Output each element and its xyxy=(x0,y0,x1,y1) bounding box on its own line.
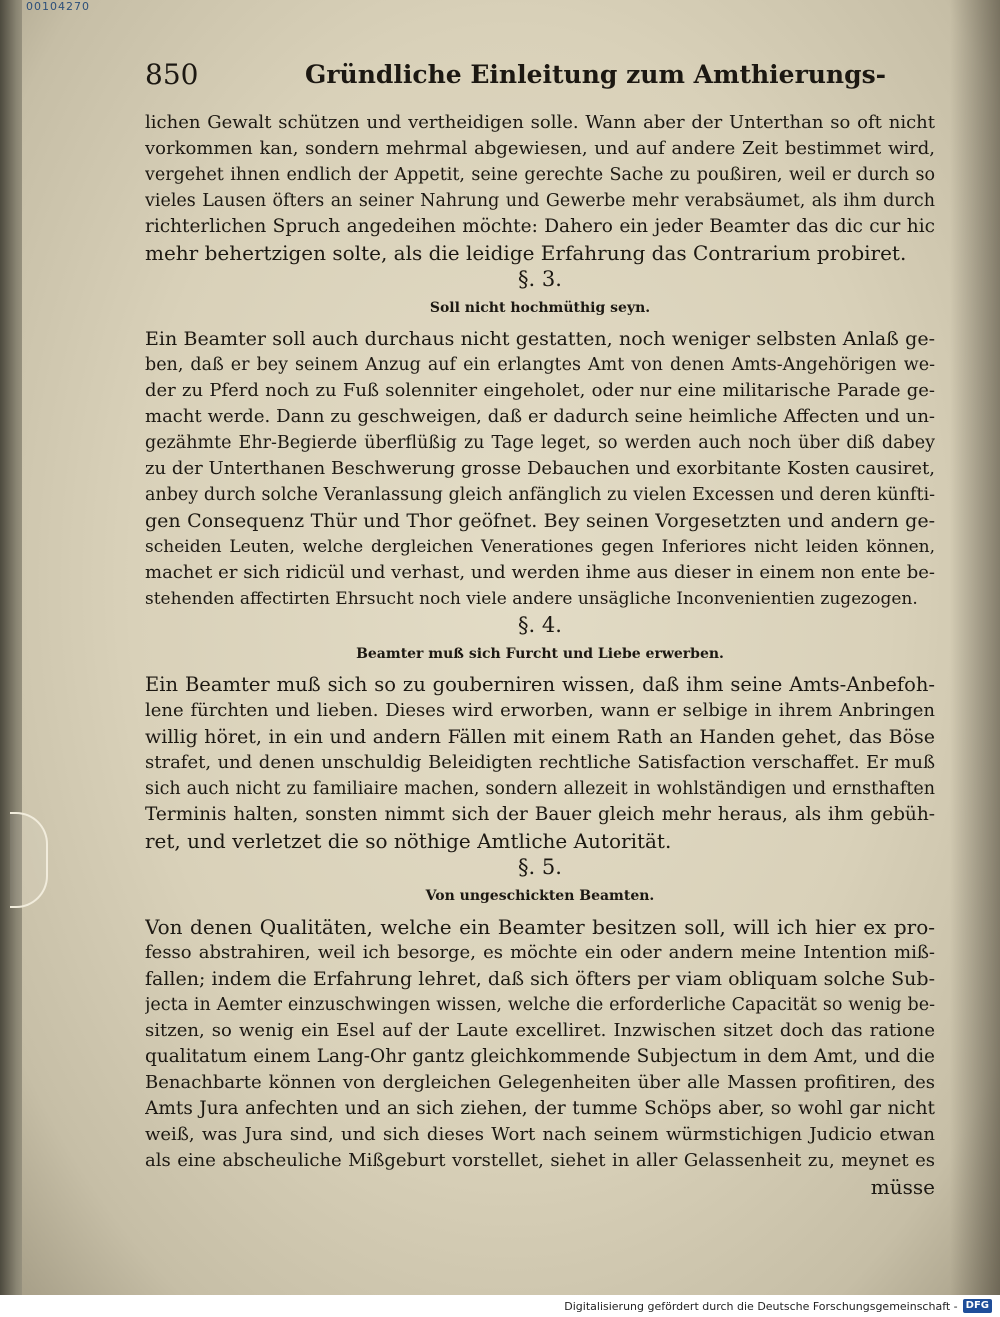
text-line: lichen Gewalt schützen und vertheidigen solle. Wann aber der Unterthan so oft nicht xyxy=(145,112,935,133)
text-line: machet er sich ridicül und verhast, und werden ihme aus dieser in einem non ente be- xyxy=(145,562,935,583)
text-line: als eine abscheuliche Mißgeburt vorstellet, siehet in aller Gelassenheit zu, meynet es xyxy=(145,1150,935,1171)
intro-paragraph xyxy=(145,110,935,266)
text-line: gen Consequenz Thür und Thor geöfnet. Bey seinen Vorgesetzten und andern ge- xyxy=(145,510,935,532)
text-line: jecta in Aemter einzuschwingen wissen, welche die erforderliche Capacität so wenig be- xyxy=(145,995,935,1015)
text-line: stehenden affectirten Ehrsucht noch viele andere unsägliche Inconvenientien zugezogen. xyxy=(145,589,918,609)
text-line: scheiden Leuten, welche dergleichen Venerationes gegen Inferiores nicht leiden können, xyxy=(145,537,935,557)
catchword: müsse xyxy=(870,1175,935,1199)
section-heading: Soll nicht hochmüthig seyn. xyxy=(429,300,651,316)
text-line: Benachbarte können von dergleichen Gelegenheiten über alle Massen profitiren, des xyxy=(145,1072,935,1093)
text-line: anbey durch solche Veranlassung gleich anfänglich zu vielen Excessen und deren künfti- xyxy=(145,485,935,505)
text-line: fesso abstrahiren, weil ich besorge, es möchte ein oder andern meine Intention miß- xyxy=(145,942,935,963)
section-heading: Von ungeschickten Beamten. xyxy=(425,888,655,904)
page-number: 850 xyxy=(145,58,199,91)
text-line: sich auch nicht zu familiaire machen, sondern allezeit in wohlständigen und ernsthaften xyxy=(145,779,935,799)
text-line: fallen; indem die Erfahrung lehret, daß sich öfters per viam obliquam solche Sub- xyxy=(145,968,935,990)
page-gutter-shadow xyxy=(950,0,1000,1295)
running-title: Gründliche Einleitung zum Amthierungs- xyxy=(305,60,887,89)
dfg-logo: DFG xyxy=(963,1299,992,1313)
text-line: vieles Lausen öfters an seiner Nahrung und Gewerbe mehr verabsäumet, als ihm durch xyxy=(145,191,935,211)
section-number: §. 3. xyxy=(518,267,562,291)
footer-credit: Digitalisierung gefördert durch die Deutsche Forschungsgemeinschaft - xyxy=(564,1299,958,1313)
text-line: lene fürchten und lieben. Dieses wird erworben, wann er selbige in ihrem Anbringen xyxy=(145,700,935,721)
text-line: ben, daß er bey seinem Anzug auf ein erlangtes Amt von denen Amts-Angehörigen we- xyxy=(145,355,935,375)
text-line: Von denen Qualitäten, welche ein Beamter besitzen soll, will ich hier ex pro- xyxy=(145,915,935,939)
text-line: willig höret, in ein und andern Fällen mit einem Rath an Handen gehet, das Böse xyxy=(145,726,935,748)
text-line: richterlichen Spruch angedeihen möchte: Dahero ein jeder Beamter das dic cur hic xyxy=(145,216,935,237)
scan-id: 00104270 xyxy=(26,0,90,13)
text-line: Ein Beamter soll auch durchaus nicht gestatten, noch weniger selbsten Anlaß ge- xyxy=(145,328,935,350)
text-line: sitzen, so wenig ein Esel auf der Laute excelliret. Inzwischen sitzet doch das ratione xyxy=(145,1020,935,1041)
text-line: macht werde. Dann zu geschweigen, daß er dadurch seine heimliche Affecten und un- xyxy=(145,406,935,427)
scan-tab-outline xyxy=(10,812,48,908)
text-line: ret, und verletzet die so nöthige Amtliche Autorität. xyxy=(145,829,672,853)
text-line: vorkommen kan, sondern mehrmal abgewiesen, und auf andere Zeit bestimmet wird, xyxy=(145,138,935,159)
section-number: §. 5. xyxy=(518,855,562,879)
page-header xyxy=(145,58,935,98)
section-number: §. 4. xyxy=(518,613,562,637)
text-line: weiß, was Jura sind, und sich dieses Wort nach seinem würmstichigen Judicio etwan xyxy=(145,1124,935,1145)
text-line: Terminis halten, sonsten nimmt sich der Bauer gleich mehr heraus, als ihm gebüh- xyxy=(145,804,935,825)
text-line: vergehet ihnen endlich der Appetit, seine gerechte Sache zu poußiren, weil er durch so xyxy=(145,165,935,185)
text-line: mehr behertzigen solte, als die leidige Erfahrung das Contrarium probiret. xyxy=(145,241,907,265)
text-line: zu der Unterthanen Beschwerung grosse Debauchen und exorbitante Kosten causiret, xyxy=(145,458,935,479)
page-body xyxy=(145,110,935,1200)
section-heading: Beamter muß sich Furcht und Liebe erwerben. xyxy=(356,646,724,662)
text-line: Ein Beamter muß sich so zu gouberniren wissen, daß ihm seine Amts-Anbefoh- xyxy=(145,673,935,696)
section-5 xyxy=(145,854,935,1174)
digitization-footer xyxy=(0,1295,1000,1317)
text-line: qualitatum einem Lang-Ohr gantz gleichkommende Subjectum in dem Amt, und die xyxy=(145,1046,935,1067)
text-line: strafet, und denen unschuldig Beleidigten rechtliche Satisfaction verschaffet. Er muß xyxy=(145,752,935,773)
text-line: Amts Jura anfechten und an sich ziehen, der tumme Schöps aber, so wohl gar nicht xyxy=(145,1098,935,1119)
text-line: der zu Pferd noch zu Fuß solenniter eingeholet, oder nur eine militarische Parade ge- xyxy=(145,380,935,401)
section-4 xyxy=(145,612,935,854)
text-line: gezähmte Ehr-Begierde überflüßig zu Tage leget, so werden auch noch über diß dabey xyxy=(145,433,935,453)
section-3 xyxy=(145,266,935,612)
